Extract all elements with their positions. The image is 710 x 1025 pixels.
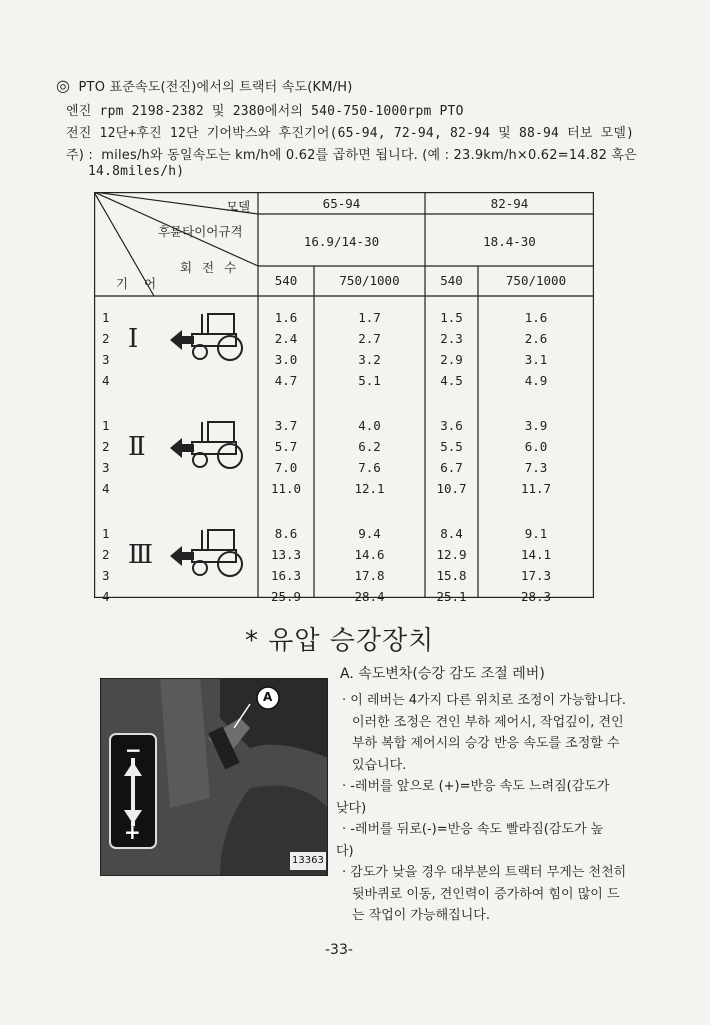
speed-value: 14.1 (520, 547, 552, 562)
speed-value: 3.6 (440, 418, 463, 433)
range-roman-numeral: Ⅱ (128, 432, 146, 462)
range-roman-numeral: Ⅰ (128, 324, 139, 354)
speed-value: 5.5 (440, 439, 463, 454)
speed-value: 2.9 (440, 352, 463, 367)
gear-number: 3 (102, 460, 110, 475)
paragraph-line: 뒷바퀴로 이동, 견인력이 증가하여 힘이 많이 드 (352, 886, 620, 902)
photo-plus-label: + (124, 820, 141, 844)
speed-value: 14.6 (354, 547, 385, 562)
photo-callout-a: A (263, 690, 273, 704)
speed-value: 7.0 (274, 460, 298, 475)
speed-value: 4.0 (358, 418, 381, 433)
paragraph-line: · 감도가 낮을 경우 대부분의 트랙터 무게는 천천히 (342, 865, 627, 880)
speed-value: 3.7 (274, 418, 298, 433)
paragraph-line: 다) (336, 843, 354, 859)
model-header-82-94: 82-94 (490, 196, 529, 211)
lever-photo (100, 678, 328, 876)
pto-header-1: 540 (274, 273, 298, 288)
tire-header-82-94: 18.4-30 (483, 234, 536, 249)
speed-value: 3.1 (524, 352, 548, 367)
tractor-reverse-icon (168, 310, 248, 364)
gear-number: 2 (102, 439, 110, 454)
paragraph-line: · -레버를 뒤로(-)=반응 속도 빨라짐(감도가 높 (342, 822, 604, 837)
bullet-circle-icon: ◎ (56, 76, 71, 95)
speed-value: 3.9 (524, 418, 548, 433)
gear-number: 1 (102, 418, 110, 433)
speed-value: 1.6 (274, 310, 298, 325)
speed-table (94, 192, 594, 604)
speed-value: 6.2 (358, 439, 381, 454)
speed-value: 3.2 (358, 352, 381, 367)
speed-value: 9.1 (524, 526, 548, 541)
speed-value: 16.3 (270, 568, 302, 583)
corner-rpm-label: 회 전 수 (180, 260, 240, 275)
speed-value: 15.8 (436, 568, 467, 583)
speed-value: 4.5 (440, 373, 463, 388)
speed-value: 6.7 (440, 460, 463, 475)
range-roman-numeral: Ⅲ (128, 540, 154, 570)
paragraph-line: 는 작업이 가능해집니다. (352, 908, 490, 923)
speed-value: 5.1 (358, 373, 381, 388)
paragraph-line: 낮다) (336, 800, 367, 816)
speed-value: 25.1 (436, 589, 467, 604)
speed-value: 25.9 (270, 589, 302, 604)
speed-value: 13.3 (270, 547, 302, 562)
speed-value: 9.4 (358, 526, 381, 541)
note-prefix: 주) : (66, 148, 93, 163)
speed-value: 4.9 (524, 373, 548, 388)
speed-value: 6.0 (524, 439, 548, 454)
title-line (56, 76, 353, 95)
page-heading: PTO 표준속도(전진)에서의 트랙터 속도(KM/H) (78, 80, 353, 95)
page-number: -33- (325, 942, 353, 958)
gear-number: 4 (102, 589, 110, 604)
gear-number: 3 (102, 568, 110, 583)
pto-header-4: 750/1000 (505, 273, 567, 288)
lever-photo-illustration (100, 678, 328, 876)
paragraph-line: · 이 레버는 4가지 다른 위치로 조정이 가능합니다. (342, 693, 627, 708)
speed-value: 7.3 (524, 460, 548, 475)
speed-value: 2.7 (358, 331, 381, 346)
speed-value: 2.6 (524, 331, 548, 346)
paragraph-line: 부하 복합 제어시의 승강 반응 속도를 조정할 수 (352, 736, 620, 751)
paragraph-line: 이러한 조정은 견인 부하 제어시, 작업깊이, 견인 (352, 714, 624, 730)
section-subtitle: A. 속도변차(승강 감도 조절 레버) (340, 666, 545, 682)
speed-value: 1.5 (440, 310, 463, 325)
section-title: * 유압 승강장치 (245, 626, 435, 656)
speed-value: 17.8 (354, 568, 385, 583)
speed-value: 2.4 (274, 331, 298, 346)
speed-value: 8.4 (440, 526, 463, 541)
tractor-reverse-icon (168, 526, 248, 580)
speed-value: 12.1 (354, 481, 385, 496)
tire-header-65-94: 16.9/14-30 (303, 234, 380, 249)
speed-value: 1.7 (358, 310, 381, 325)
note-text-1: miles/h와 동일속도는 km/h에 0.62를 곱하면 됩니다. (예 : 23.9km/h×0.62=14.82 혹은 (101, 148, 637, 163)
pto-header-2: 750/1000 (339, 273, 400, 288)
tractor-reverse-icon (168, 418, 248, 472)
speed-value: 4.7 (274, 373, 298, 388)
speed-value: 1.6 (524, 310, 548, 325)
pto-header-3: 540 (440, 273, 463, 288)
speed-value: 10.7 (436, 481, 467, 496)
speed-value: 7.6 (358, 460, 381, 475)
speed-value: 3.0 (274, 352, 298, 367)
spec-line-1: 엔진 rpm 2198-2382 및 2380에서의 540-750-1000rpm PTO (66, 104, 464, 119)
speed-value: 5.7 (274, 439, 298, 454)
speed-value: 17.3 (520, 568, 552, 583)
photo-code: 13363 (292, 855, 324, 866)
gear-number: 4 (102, 373, 110, 388)
gear-number: 1 (102, 526, 110, 541)
gear-number: 2 (102, 547, 110, 562)
paragraph-line: · -레버를 앞으로 (+)=반응 속도 느려짐(감도가 (342, 779, 610, 794)
speed-value: 8.6 (274, 526, 298, 541)
speed-value: 28.4 (354, 589, 385, 604)
note-line-1 (66, 144, 637, 163)
gear-number: 3 (102, 352, 110, 367)
corner-tire-label: 후륜타이어규격 (158, 224, 243, 239)
gear-number: 2 (102, 331, 110, 346)
speed-value: 11.7 (520, 481, 552, 496)
speed-value: 28.3 (520, 589, 552, 604)
model-header-65-94: 65-94 (322, 196, 361, 211)
speed-value: 2.3 (440, 331, 463, 346)
corner-model-label: 모델 (226, 199, 251, 214)
corner-gear-label: 기 어 (116, 276, 163, 291)
speed-value: 12.9 (436, 547, 467, 562)
paragraph-line: 있습니다. (352, 757, 407, 773)
speed-value: 11.0 (270, 481, 302, 496)
gear-number: 1 (102, 310, 110, 325)
spec-line-2: 전진 12단+후진 12단 기어박스와 후진기어(65-94, 72-94, 82-94 및 88-94 터보 모델) (66, 126, 635, 141)
photo-minus-label: − (125, 738, 142, 762)
note-line-2: 14.8miles/h) (88, 164, 185, 179)
gear-number: 4 (102, 481, 110, 496)
